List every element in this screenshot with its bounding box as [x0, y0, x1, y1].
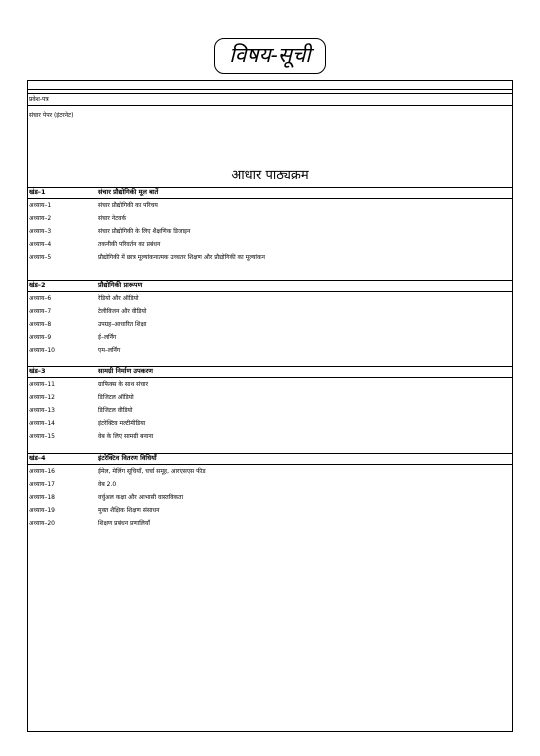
section-divider-bottom: [28, 198, 512, 199]
chapter-row: [28, 200, 512, 212]
section-code: खंड–3: [29, 367, 46, 375]
chapter-title: संचार प्रौद्योगिकी का परिचय: [98, 202, 158, 209]
chapter-row: [28, 226, 512, 238]
chapter-row: [28, 239, 512, 251]
chapter-row: [28, 379, 512, 391]
chapter-code: अध्याय–3: [29, 228, 52, 235]
section-title: संचार प्रौद्योगिकी मूल बातें: [98, 188, 159, 196]
chapter-row: [28, 518, 512, 530]
chapter-title: ई–लर्निंग: [98, 334, 117, 341]
chapter-code: अध्याय–12: [29, 394, 55, 401]
section-header: [28, 454, 512, 463]
chapter-code: अध्याय–10: [29, 347, 55, 354]
chapter-code: अध्याय–4: [29, 241, 52, 248]
intro-paper: संचार पेपर (इंटरनेट): [29, 112, 74, 119]
chapter-row: [28, 492, 512, 504]
core-course-title: आधार पाठ्यक्रम: [231, 168, 309, 183]
chapter-code: अध्याय–15: [29, 433, 55, 440]
chapter-code: अध्याय–6: [29, 295, 52, 302]
section-code: खंड–4: [29, 454, 46, 462]
chapter-title: डिजिटल वीडियो: [98, 407, 133, 414]
section-header: [28, 281, 512, 290]
chapter-title: वेब के लिए सामग्री बनाना: [98, 433, 154, 440]
chapter-row: [28, 252, 512, 264]
divider: [28, 105, 512, 106]
chapter-title: तकनीकी परिवर्तन का प्रबंधन: [98, 241, 161, 248]
chapter-title: वर्चुअल कक्षा और आभासी वास्तविकता: [98, 494, 184, 501]
section-header: [28, 188, 512, 197]
chapter-code: अध्याय–11: [29, 381, 55, 388]
chapter-title: ईमेल, मेलिंग सूचियाँ, चर्चा समूह, आरएसएस फीड: [98, 468, 206, 475]
chapter-title: डिजिटल ऑडियो: [98, 394, 134, 401]
section-title: इंटरेक्टिव वितरण विधियाँ: [98, 454, 157, 462]
chapter-row: [28, 431, 512, 443]
section-title: सामग्री निर्माण उपकरण: [98, 367, 154, 375]
chapter-code: अध्याय–17: [29, 481, 55, 488]
intro-label: प्रवेश-पत्र: [29, 96, 49, 103]
section-code: खंड–1: [29, 188, 46, 196]
chapter-title: रेडियो और ऑडियो: [98, 295, 139, 302]
section-divider-bottom: [28, 377, 512, 378]
chapter-code: अध्याय–1: [29, 202, 52, 209]
chapter-title: ग्राफिक्स के साथ संचार: [98, 381, 149, 388]
section-title: प्रौद्योगिकी प्रारूपण: [98, 281, 143, 289]
chapter-row: [28, 213, 512, 225]
chapter-row: [28, 306, 512, 318]
chapter-code: अध्याय–8: [29, 321, 52, 328]
divider: [28, 93, 512, 94]
divider: [28, 89, 512, 90]
chapter-row: [28, 418, 512, 430]
section-code: खंड–2: [29, 281, 46, 289]
chapter-row: [28, 505, 512, 517]
chapter-title: टेलीविजन और वीडियो: [98, 308, 147, 315]
chapter-title: संचार प्रौद्योगिकी के लिए शैक्षणिक डिजाइन: [98, 228, 191, 235]
chapter-code: अध्याय–20: [29, 520, 55, 527]
chapter-title: इंटरेक्टिव मल्टीमीडिया: [98, 420, 146, 427]
chapter-row: [28, 479, 512, 491]
chapter-row: [28, 293, 512, 305]
chapter-row: [28, 345, 512, 357]
chapter-code: अध्याय–18: [29, 494, 55, 501]
chapter-row: [28, 319, 512, 331]
chapter-code: अध्याय–2: [29, 215, 52, 222]
title-banner: [0, 38, 540, 74]
chapter-code: अध्याय–5: [29, 254, 52, 261]
chapter-code: अध्याय–14: [29, 420, 55, 427]
section-divider-bottom: [28, 464, 512, 465]
section-header: [28, 367, 512, 376]
chapter-row: [28, 405, 512, 417]
chapter-code: अध्याय–16: [29, 468, 55, 475]
chapter-title: उपग्रह–आधारित शिक्षा: [98, 321, 147, 328]
chapter-title: शिक्षण प्रबंधन प्रणालियाँ: [98, 520, 150, 527]
section-divider-bottom: [28, 291, 512, 292]
chapter-title: वेब 2.0: [98, 481, 117, 488]
chapter-code: अध्याय–13: [29, 407, 55, 414]
chapter-title: एम–लर्निंग: [98, 347, 121, 354]
chapter-title: प्रौद्योगिकी में छात्र मूल्यांकनात्मक उच्चतर शिक्षण और प्रौद्योगिकी का मूल्यांकन: [98, 254, 265, 261]
chapter-row: [28, 466, 512, 478]
chapter-row: [28, 332, 512, 344]
chapter-title: संचार नेटवर्क: [98, 215, 127, 222]
chapter-row: [28, 392, 512, 404]
chapter-code: अध्याय–19: [29, 507, 55, 514]
chapter-title: मुक्त शैक्षिक शिक्षण संसाधन: [98, 507, 160, 514]
page-title: विषय-सूची: [214, 38, 326, 74]
contents-frame: [27, 80, 513, 732]
chapter-code: अध्याय–9: [29, 334, 52, 341]
chapter-code: अध्याय–7: [29, 308, 52, 315]
